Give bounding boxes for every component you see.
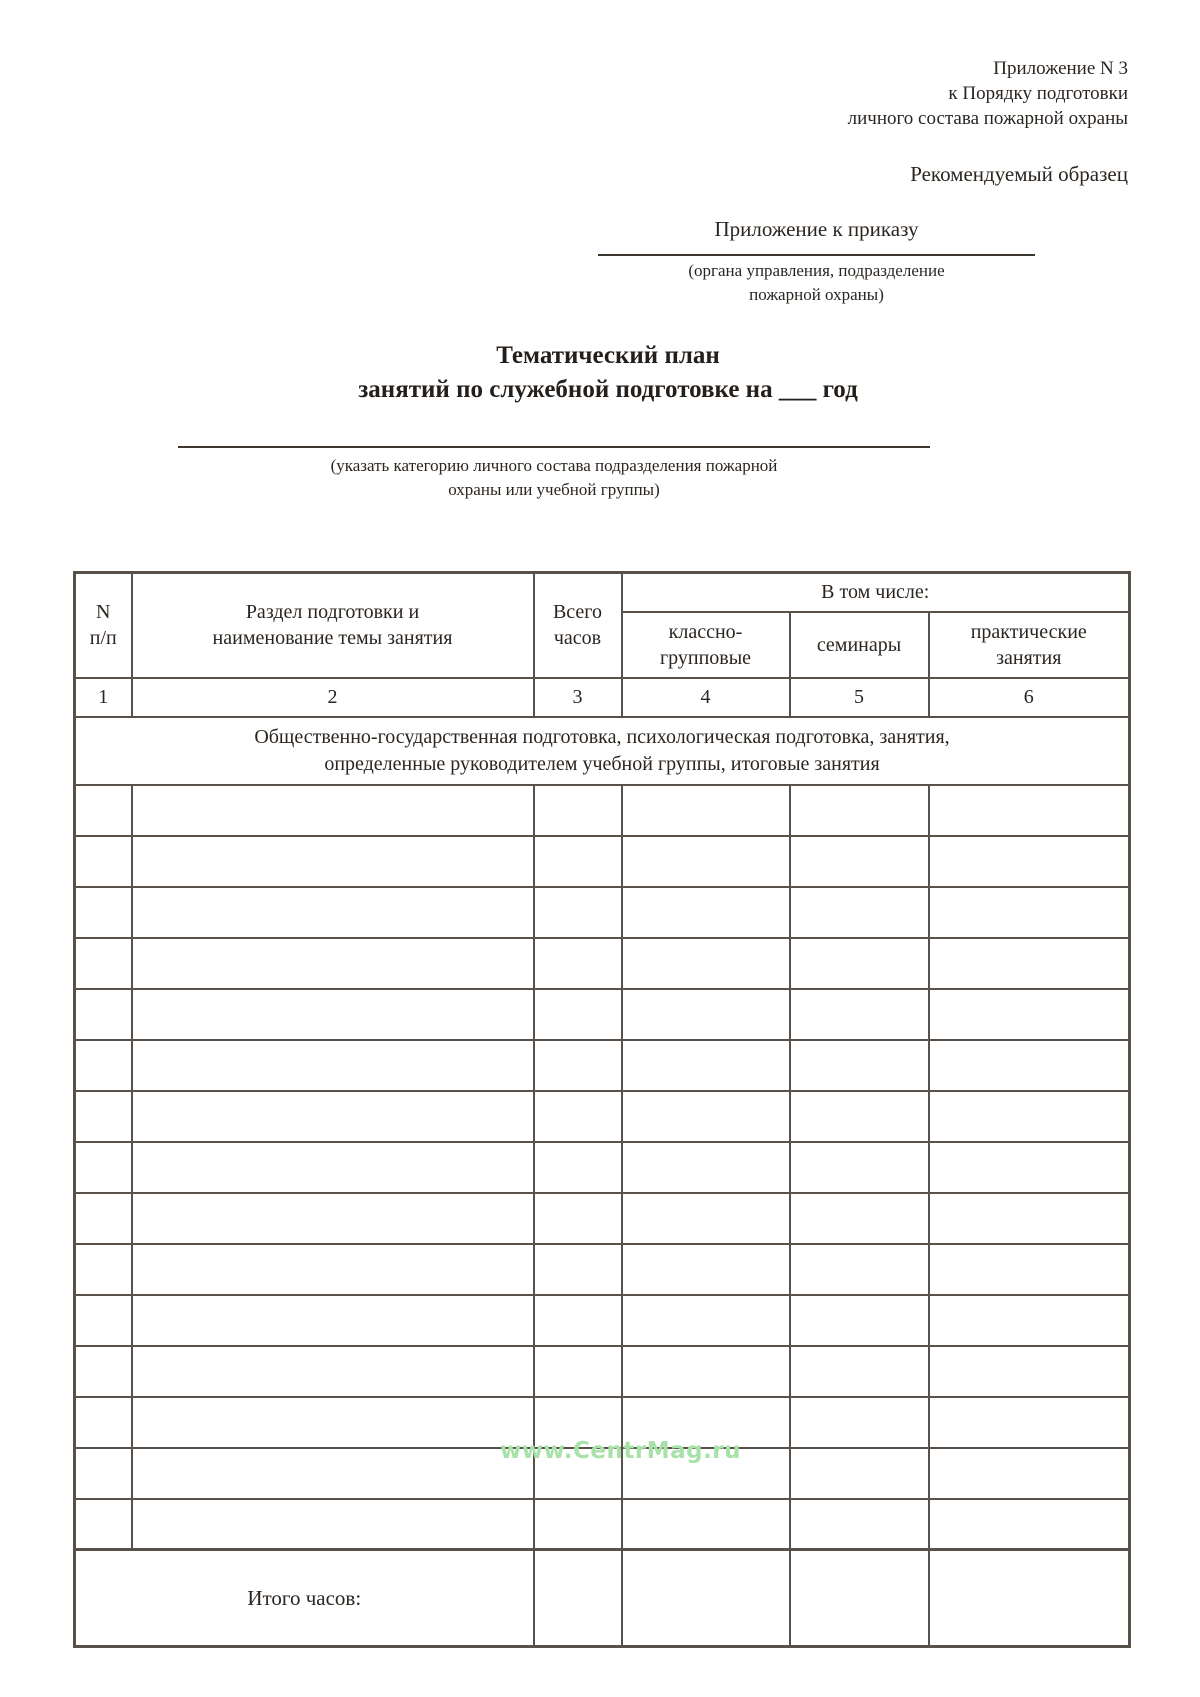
total-hours-label: Итого часов: xyxy=(75,1550,534,1647)
section-header-cell xyxy=(75,717,1130,785)
order-attachment-title: Приложение к приказу xyxy=(714,217,919,241)
empty-row xyxy=(75,1040,1130,1091)
empty-cell xyxy=(929,1142,1130,1193)
empty-cell xyxy=(929,1244,1130,1295)
total-class-group-value xyxy=(622,1550,790,1647)
empty-cell xyxy=(534,785,622,836)
empty-cell xyxy=(534,1193,622,1244)
order-blank-line xyxy=(598,242,1035,256)
empty-row xyxy=(75,1091,1130,1142)
empty-cell xyxy=(534,836,622,887)
appendix-reference xyxy=(848,56,1128,131)
empty-cell xyxy=(534,1244,622,1295)
empty-cell xyxy=(75,1499,132,1550)
empty-cell xyxy=(75,1295,132,1346)
empty-row xyxy=(75,836,1130,887)
header-class-group-column xyxy=(622,612,790,678)
empty-cell xyxy=(790,938,929,989)
empty-cell xyxy=(929,1193,1130,1244)
order-caption-line-1: (органа управления, подразделение xyxy=(688,261,945,280)
empty-cell xyxy=(790,989,929,1040)
empty-cell xyxy=(929,938,1130,989)
column-number-2: 2 xyxy=(132,678,534,717)
empty-cell xyxy=(790,785,929,836)
column-number-5: 5 xyxy=(790,678,929,717)
empty-cell xyxy=(622,1346,790,1397)
category-caption-line-1: (указать категорию личного состава подразделения пожарной xyxy=(330,456,778,475)
header-total-line-2: часов xyxy=(553,627,602,650)
empty-cell xyxy=(790,836,929,887)
empty-cell xyxy=(132,1499,534,1550)
header-topic-line-2: наименование темы занятия xyxy=(212,627,453,650)
category-blank-line xyxy=(178,412,930,448)
total-row xyxy=(75,1550,1130,1647)
empty-cell xyxy=(622,785,790,836)
empty-cell xyxy=(929,1295,1130,1346)
header-total-line-1: Всего xyxy=(552,601,603,624)
empty-cell xyxy=(790,1397,929,1448)
total-seminars-value xyxy=(790,1550,929,1647)
empty-cell xyxy=(534,938,622,989)
empty-cell xyxy=(75,1397,132,1448)
empty-cell xyxy=(534,1040,622,1091)
total-practical-value xyxy=(929,1550,1130,1647)
empty-cell xyxy=(75,1142,132,1193)
empty-cell xyxy=(132,1040,534,1091)
column-numbering-row xyxy=(75,678,1130,717)
empty-cell xyxy=(790,1499,929,1550)
empty-cell xyxy=(790,1040,929,1091)
empty-cell xyxy=(534,1091,622,1142)
empty-row xyxy=(75,1499,1130,1550)
category-block xyxy=(178,412,930,502)
watermark: www.CentrMag.ru xyxy=(500,1438,742,1464)
order-caption-line-2: пожарной охраны) xyxy=(749,285,884,304)
empty-cell xyxy=(929,1448,1130,1499)
empty-cell xyxy=(534,1295,622,1346)
empty-cell xyxy=(929,836,1130,887)
page-title xyxy=(0,339,1200,407)
empty-cell xyxy=(75,785,132,836)
empty-cell xyxy=(75,1448,132,1499)
empty-cell xyxy=(534,989,622,1040)
appendix-line-1: Приложение N 3 xyxy=(993,58,1128,79)
section-header-line-1: Общественно-государственная подготовка, психологическая подготовка, занятия, xyxy=(254,725,950,748)
empty-cell xyxy=(75,887,132,938)
empty-cell xyxy=(622,1499,790,1550)
empty-cell xyxy=(790,1295,929,1346)
empty-cell xyxy=(132,1448,534,1499)
empty-rows xyxy=(75,785,1130,1550)
empty-row xyxy=(75,989,1130,1040)
empty-cell xyxy=(790,1193,929,1244)
order-attachment-block xyxy=(598,216,1035,307)
empty-cell xyxy=(929,1346,1130,1397)
empty-cell xyxy=(75,938,132,989)
empty-cell xyxy=(132,1193,534,1244)
empty-cell xyxy=(75,1040,132,1091)
empty-cell xyxy=(790,1346,929,1397)
empty-cell xyxy=(132,887,534,938)
page-title-line-1: Тематический план xyxy=(496,342,720,369)
empty-row xyxy=(75,1346,1130,1397)
header-number-line-1: N xyxy=(96,601,111,624)
empty-cell xyxy=(534,887,622,938)
empty-cell xyxy=(75,1244,132,1295)
empty-cell xyxy=(132,1397,534,1448)
header-including-group: В том числе: xyxy=(622,573,1130,612)
empty-cell xyxy=(75,1091,132,1142)
header-class-group-line-1: классно- xyxy=(668,620,743,643)
section-header-row xyxy=(75,717,1130,785)
empty-cell xyxy=(929,1040,1130,1091)
empty-cell xyxy=(75,836,132,887)
empty-row xyxy=(75,1193,1130,1244)
empty-cell xyxy=(75,989,132,1040)
empty-cell xyxy=(929,989,1130,1040)
empty-cell xyxy=(622,1040,790,1091)
empty-cell xyxy=(790,1244,929,1295)
column-number-6: 6 xyxy=(929,678,1130,717)
page-title-line-2: занятий по служебной подготовке на ___ год xyxy=(358,376,858,403)
header-class-group-line-2: групповые xyxy=(659,646,752,669)
header-practical-column xyxy=(929,612,1130,678)
empty-cell xyxy=(622,1193,790,1244)
empty-cell xyxy=(132,836,534,887)
empty-cell xyxy=(534,1346,622,1397)
header-practical-line-2: занятия xyxy=(996,646,1062,669)
empty-cell xyxy=(790,1448,929,1499)
empty-cell xyxy=(132,1346,534,1397)
empty-cell xyxy=(132,938,534,989)
header-number-column xyxy=(75,573,132,678)
empty-cell xyxy=(622,1244,790,1295)
empty-row xyxy=(75,938,1130,989)
appendix-line-3: личного состава пожарной охраны xyxy=(847,108,1128,129)
column-number-1: 1 xyxy=(75,678,132,717)
category-caption-line-2: охраны или учебной группы) xyxy=(448,480,660,499)
empty-row xyxy=(75,785,1130,836)
empty-cell xyxy=(622,836,790,887)
empty-cell xyxy=(132,785,534,836)
header-total-hours-column xyxy=(534,573,622,678)
empty-cell xyxy=(622,1142,790,1193)
empty-cell xyxy=(622,1091,790,1142)
header-number-line-2: п/п xyxy=(89,627,117,650)
empty-cell xyxy=(132,1142,534,1193)
empty-cell xyxy=(534,1499,622,1550)
total-hours-value xyxy=(534,1550,622,1647)
appendix-line-2: к Порядку подготовки xyxy=(948,83,1128,104)
empty-row xyxy=(75,1295,1130,1346)
empty-cell xyxy=(929,1397,1130,1448)
empty-cell xyxy=(132,989,534,1040)
empty-cell xyxy=(790,1091,929,1142)
empty-cell xyxy=(75,1193,132,1244)
header-topic-column xyxy=(132,573,534,678)
thematic-plan-table xyxy=(73,571,1131,1648)
empty-cell xyxy=(929,785,1130,836)
empty-cell xyxy=(790,887,929,938)
empty-cell xyxy=(622,989,790,1040)
empty-cell xyxy=(929,1499,1130,1550)
header-seminars-column: семинары xyxy=(790,612,929,678)
empty-cell xyxy=(929,1091,1130,1142)
section-header-line-2: определенные руководителем учебной группы, итоговые занятия xyxy=(324,752,880,775)
empty-cell xyxy=(790,1142,929,1193)
recommended-sample-label: Рекомендуемый образец xyxy=(910,162,1128,186)
header-topic-line-1: Раздел подготовки и xyxy=(245,601,420,624)
column-number-4: 4 xyxy=(622,678,790,717)
empty-cell xyxy=(534,1142,622,1193)
empty-cell xyxy=(132,1091,534,1142)
empty-row xyxy=(75,1244,1130,1295)
empty-row xyxy=(75,887,1130,938)
empty-cell xyxy=(622,1295,790,1346)
empty-row xyxy=(75,1142,1130,1193)
header-practical-line-1: практические xyxy=(970,620,1087,643)
empty-cell xyxy=(132,1244,534,1295)
column-number-3: 3 xyxy=(534,678,622,717)
empty-cell xyxy=(622,887,790,938)
empty-cell xyxy=(132,1295,534,1346)
empty-cell xyxy=(929,887,1130,938)
empty-cell xyxy=(622,938,790,989)
empty-cell xyxy=(75,1346,132,1397)
